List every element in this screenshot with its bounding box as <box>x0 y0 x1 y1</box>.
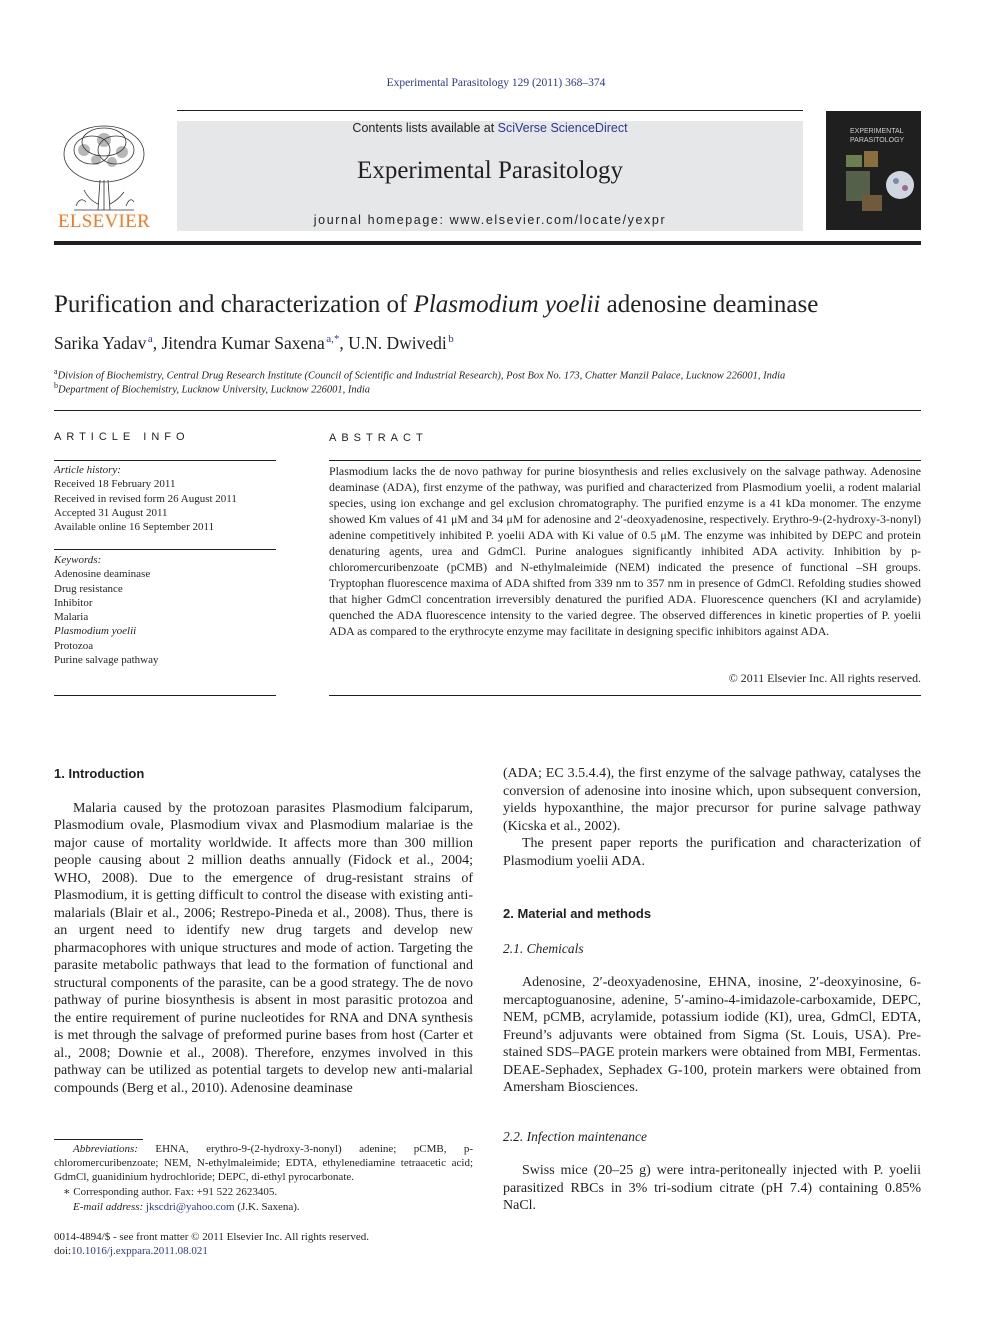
abbrev-label: Abbreviations: <box>73 1143 138 1155</box>
keyword: Inhibitor <box>54 596 93 609</box>
affiliation-a <box>54 367 934 382</box>
article-history <box>54 463 276 534</box>
issn-line: 0014-4894/$ - see front matter © 2011 Elsevier Inc. All rights reserved. <box>54 1231 369 1243</box>
subsection-heading: 2.2. Infection maintenance <box>503 1128 647 1144</box>
author-affil-mark[interactable]: b <box>448 333 454 346</box>
paragraph: Malaria caused by the protozoan parasites Plasmodium falciparum, Plasmodium ovale, Plasmodium vivax and Plasmodium malariae is the major cause of mortality worldwide. It affects more than 300 million people causing about 2 million deaths annually (Fidock et al., 2004; WHO, 2008). Due to the emergence of drug-resistant strains of Plasmodium, it is getting difficult to control the disease with existing anti-malarials (Blair et al., 2006; Restrepo-Pineda et al., 2008). Thus, there is an urgent need to identify new drug targets and develop new pharmacophores with unique structures and mode of action. Targeting the parasite metabolic pathways that lead to the formation of functional and structural components of the parasite, can be a good strategy. The de novo pathway of purine biosynthesis is absent in most parasitic protozoa and the entire requirement of purine nucleotides for RNA and DNA synthesis is met through the salvage of preformed purine bases from host (Carter et al., 2008; Downie et al., 2008). Therefore, enzymes involved in this pathway can be utilized as potential targets to develop new anti-malarial compounds (Berg et al., 2010). Adenosine deaminase <box>54 800 473 1096</box>
abbrev-text: EHNA, erythro-9-(2-hydroxy-3-nonyl) adenine; pCMB, p-chloromercuribenzoate; NEM, N-ethylmaleimide; EDTA, ethylenediamine tetraacetic acid; GdmCl, guanidinium hydrochloride; DEPC, di-ethyl pyrocarbonate. <box>54 1143 474 1183</box>
keyword: Drug resistance <box>54 582 123 595</box>
author-name[interactable]: Jitendra Kumar Saxena <box>161 333 325 353</box>
email-link[interactable]: jkscdri@yahoo.com <box>145 1201 235 1213</box>
affiliation-text: Department of Biochemistry, Lucknow University, Lucknow 226001, India <box>58 384 371 396</box>
paragraph: Adenosine, 2′-deoxyadenosine, EHNA, inosine, 2′-deoxyinosine, 6-mercaptoguanosine, adenine, 5′-amino-4-imidazole-carboxamide, DEPC, NEM, pCMB, acrylamide, potassium iodide (KI), urea, GdmCl, EDTA, Freund’s adjuvants were obtained from Sigma (St. Louis, USA). Pre-stained SDS–PAGE protein markers were obtained from MBI, Fermentas. DEAE-Sephadex, Sephadex G-100, protein markers were obtained from Amersham Biosciences. <box>503 975 921 1095</box>
corresponding-footnote: ∗ Corresponding author. Fax: +91 522 2623405. <box>63 1186 278 1198</box>
history-item: Available online 16 September 2011 <box>54 521 215 534</box>
affiliation-text: Division of Biochemistry, Central Drug Research Institute (Council of Scientific and Industrial Research), Post Box No. 173, Chatter Manzil Palace, Lucknow 226001, India <box>57 370 786 382</box>
body-column-right <box>503 765 921 1215</box>
title-species: Plasmodium yoelii <box>413 291 601 318</box>
history-item: Received in revised form 26 August 2011 <box>54 492 237 505</box>
abstract-rule <box>329 460 921 461</box>
email-label: E-mail address: <box>73 1201 144 1213</box>
journal-name: Experimental Parasitology <box>357 157 623 184</box>
doi-line <box>54 1244 473 1258</box>
info-rule <box>54 695 276 696</box>
journal-cover-thumbnail <box>826 111 921 230</box>
article-title <box>54 291 934 319</box>
journal-homepage[interactable]: journal homepage: www.elsevier.com/locate/yexpr <box>313 213 667 227</box>
affiliation-mark: b <box>54 381 58 390</box>
author-affil-mark[interactable]: a,* <box>326 333 340 346</box>
sciencedirect-link[interactable]: SciVerse ScienceDirect <box>497 121 628 135</box>
contents-prefix: Contents lists available at <box>352 121 498 135</box>
abbreviations-footnote <box>54 1142 473 1184</box>
paragraph: Swiss mice (20–25 g) were intra-peritoneally injected with P. yoelii parasitized RBCs in 3% tri-sodium citrate (pH 7.4) containing 0.85% NaCl. <box>503 1163 921 1213</box>
section-heading: 2. Material and methods <box>503 906 652 921</box>
article-info-heading: ARTICLE INFO <box>54 431 190 443</box>
author-list: Sarika Yadav $^a$, Jitendra Kumar Saxena $^{a,*}$, U.N. Dwivedi $^b$ <box>54 333 454 353</box>
author-name[interactable]: U.N. Dwivedi <box>348 333 447 353</box>
affiliation-mark: a <box>54 367 58 376</box>
keywords <box>54 553 276 667</box>
doi-link[interactable]: 10.1016/j.exppara.2011.08.021 <box>71 1245 208 1257</box>
footnote-rule <box>54 1139 143 1140</box>
keywords-label: Keywords: <box>54 554 102 566</box>
keyword: Plasmodium yoelii <box>54 625 137 638</box>
contents-line <box>177 121 803 135</box>
title-part: Purification and characterization of <box>54 291 414 318</box>
body-column-left <box>54 765 473 1097</box>
paragraph: (ADA; EC 3.5.4.4), the first enzyme of the salvage pathway, catalyses the conversion of adenosine into inosine which, upon subsequent conversion, yields hypoxanthine, the major precursor for purine salvage pathway (Kicska et al., 2002). <box>503 766 921 834</box>
abstract-heading: ABSTRACT <box>329 432 428 444</box>
cover-art <box>826 111 921 230</box>
keyword: Purine salvage pathway <box>54 654 159 667</box>
history-item: Accepted 31 August 2011 <box>54 506 168 519</box>
abstract-text: Plasmodium lacks the de novo pathway for purine biosynthesis and relies exclusively on the salvage pathway. Adenosine deaminase (ADA), first enzyme of the pathway, was purified and characterized from Plasmodium yoelii, a rodent malarial species, using ion exchange and gel exclusion chromatography. The purified enzyme is a 41 kDa monomer. The enzyme showed Km values of 41 μM and 34 μM for adenosine and 2′-deoxyadenosine, respectively. Erythro-9-(2-hydroxy-3-nonyl) adenine competitively inhibited P. yoelii ADA with Ki value of 0.5 μM. The enzyme was inhibited by DEPC and protein denaturing agents, urea and GdmCl. Purine analogues significantly inhibited ADA activity. Inhibition by p-chloromercuribenzoate (pCMB) and N-ethylmaleimide (NEM) indicated the presence of functional –SH groups. Tryptophan fluorescence maxima of ADA shifted from 339 nm to 357 nm in presence of GdmCl. Refolding studies showed that higher GdmCl concentration irreversibly denatured the purified ADA. Fluorescence quenchers (KI and acrylamide) quenched the ADA fluorescence intensity to the varied degree. The observed differences in kinetic properties of P. yoelii ADA as compared to the erythrocyte enzyme may facilitate in designing specific inhibitors against ADA. <box>329 464 921 638</box>
affiliation-b <box>54 381 934 396</box>
email-suffix: (J.K. Saxena). <box>237 1201 300 1213</box>
journal-citation[interactable]: Experimental Parasitology 129 (2011) 368–374 <box>386 77 606 89</box>
section-heading: 1. Introduction <box>54 766 145 781</box>
email-footnote <box>73 1200 473 1214</box>
info-rule <box>54 460 276 461</box>
paragraph: The present paper reports the purification and characterization of Plasmodium yoelii ADA. <box>503 836 921 869</box>
abstract-copyright: © 2011 Elsevier Inc. All rights reserved. <box>728 671 921 685</box>
history-label: Article history: <box>54 464 121 476</box>
header-rule-top <box>177 110 803 111</box>
author-name[interactable]: Sarika Yadav <box>54 333 147 353</box>
title-rule <box>54 410 921 411</box>
abstract-rule <box>329 695 921 696</box>
subsection-heading: 2.1. Chemicals <box>503 940 584 956</box>
title-part: adenosine deaminase <box>600 291 819 318</box>
keyword: Protozoa <box>54 639 94 652</box>
header-rule-bottom <box>54 241 921 245</box>
cover-title: EXPERIMENTAL PARASITOLOGY <box>850 128 905 144</box>
author-affil-mark[interactable]: a <box>147 333 153 346</box>
history-item: Received 18 February 2011 <box>54 478 176 491</box>
keyword: Malaria <box>54 611 89 624</box>
doi-prefix: doi: <box>54 1245 72 1257</box>
publisher-wordmark: ELSEVIER <box>57 211 151 232</box>
info-rule <box>54 549 276 550</box>
keyword: Adenosine deaminase <box>54 568 151 581</box>
